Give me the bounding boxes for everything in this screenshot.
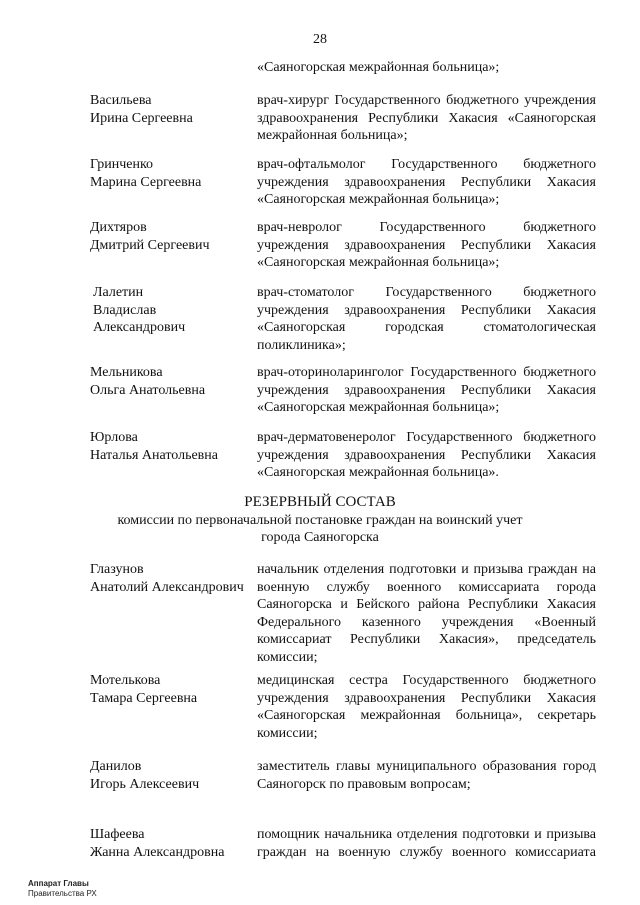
given-names: Ирина Сергеевна [90, 110, 193, 126]
member-name [90, 758, 250, 793]
member-name [90, 92, 250, 127]
reserve-subtitle: комиссии по первоначальной постановке граждан на воинский учет [117, 513, 523, 528]
reserve-title: РЕЗЕРВНЫЙ СОСТАВ [244, 494, 396, 510]
continuation-text: «Саяногорская межрайонная больница»; [257, 60, 500, 75]
member-name [90, 429, 250, 464]
given-names: Ольга Анатольевна [90, 382, 206, 398]
given-names: Дмитрий Сергеевич [90, 237, 210, 253]
surname: Шафеева [90, 827, 145, 842]
surname: Васильева [90, 93, 152, 108]
stamp-line: Правительства РХ [28, 889, 97, 898]
surname: Гринченко [90, 157, 154, 172]
page-number: 28 [313, 32, 327, 47]
patronymic: Александрович [93, 320, 186, 335]
surname: Лалетин [93, 285, 144, 300]
member-name [90, 219, 250, 254]
given-names: Тамара Сергеевна [90, 690, 198, 706]
given-names: Анатолий Александрович [90, 579, 244, 595]
surname: Глазунов [90, 562, 144, 577]
member-position: врач-хирург Государственного бюджетного учреждения здравоохранения Республики Хакасия «Саяногорская межрайонная больница»; [257, 93, 596, 143]
member-position: врач-стоматолог Государственного бюджетного учреждения здравоохранения Республики Хакасия «Саяногорская городская стоматологическая поликлиника»; [257, 285, 596, 353]
given-names: Жанна Александровна [90, 844, 225, 860]
surname: Юрлова [90, 430, 138, 445]
office-stamp [28, 879, 97, 899]
member-name [90, 561, 255, 596]
reserve-subtitle: города Саяногорска [261, 530, 379, 545]
member-position: начальник отделения подготовки и призыва граждан на военную службу военного комиссариата города Саяногорска и Бейского района Республики Хакасия Федерального казенного учреждения «Военный комиссариат Республики Хакасия», председатель комиссии; [257, 562, 596, 665]
surname: Дихтяров [90, 220, 147, 235]
member-position: помощник начальника отделения подготовки и призыва граждан на военную службу военного комиссариата [257, 827, 596, 860]
member-position: медицинская сестра Государственного бюджетного учреждения здравоохранения Республики Хакасия «Саяногорская межрайонная больница», секретарь комиссии; [257, 673, 596, 741]
given-names: Наталья Анатольевна [90, 447, 219, 463]
member-name [90, 364, 250, 399]
member-position: врач-оториноларинголог Государственного бюджетного учреждения здравоохранения Республики Хакасия «Саяногорская межрайонная больница»; [257, 365, 596, 415]
member-position: врач-офтальмолог Государственного бюджетного учреждения здравоохранения Республики Хакасия «Саяногорская межрайонная больница»; [257, 157, 596, 207]
member-name [90, 156, 250, 191]
surname: Мотелькова [90, 673, 161, 688]
member-position: заместитель главы муниципального образования город Саяногорск по правовым вопросам; [257, 759, 596, 792]
given-names: Игорь Алексеевич [90, 776, 200, 792]
given-names: Марина Сергеевна [90, 174, 202, 190]
surname: Данилов [90, 759, 142, 774]
member-name [90, 672, 250, 707]
member-position: врач-невролог Государственного бюджетного учреждения здравоохранения Республики Хакасия «Саяногорская межрайонная больница»; [257, 220, 596, 270]
member-position: врач-дерматовенеролог Государственного бюджетного учреждения здравоохранения Республики Хакасия «Саяногорская межрайонная больница». [257, 430, 596, 480]
stamp-line: Аппарат Главы [28, 879, 89, 888]
given-names: Владислав [93, 302, 157, 318]
member-name [90, 826, 250, 861]
member-name [93, 284, 253, 337]
surname: Мельникова [90, 365, 163, 380]
